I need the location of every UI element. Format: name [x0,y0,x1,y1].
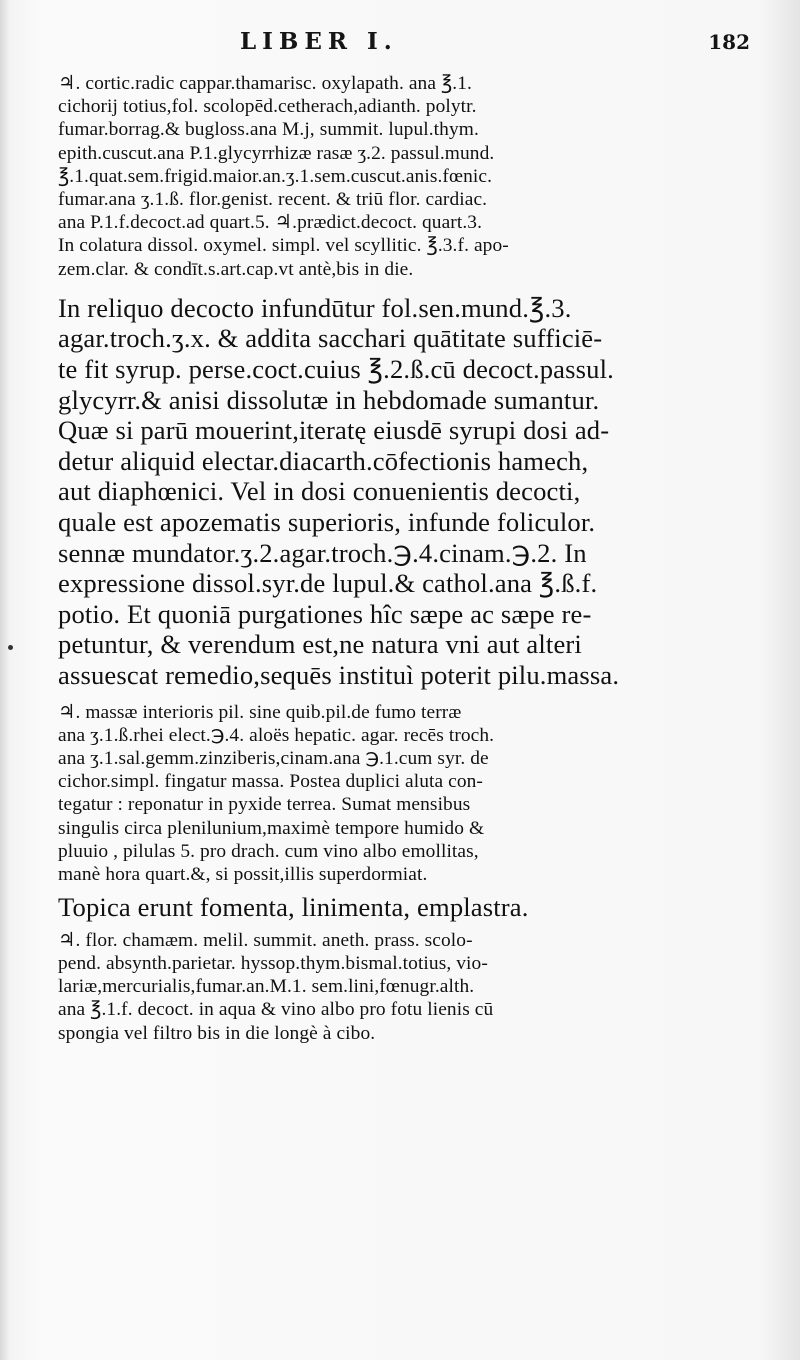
paragraph-block-1 [58,293,748,691]
text-line: detur aliquid electar.diacarth.cōfectionis hamech, [58,445,589,476]
text-line: singulis circa plenilunium,maximè tempore humido & [58,817,485,839]
text-line: ana ʒ.1.sal.gemm.zinziberis,cinam.ana ℈.1.cum syr. de [58,747,489,769]
text-line: petuntur, & verendum est,ne natura vni aut alteri [58,629,582,660]
running-title: LIBER I. [240,28,398,55]
text-line: ♃. cortic.radic cappar.thamarisc. oxylapath. ana ℥.1. [58,73,472,94]
recipe-block-2 [58,701,748,887]
text-line: ♃. massæ interioris pil. sine quib.pil.de fumo terræ [58,701,462,723]
text-line: tegatur : reponatur in pyxide terrea. Sumat mensibus [58,794,471,816]
text-line: sennæ mundator.ʒ.2.agar.troch.℈.4.cinam.℈.2. In [58,537,587,568]
text-line: agar.troch.ʒ.x. & addita sacchari quātitate sufficiē- [58,323,603,354]
text-line: quale est apozematis superioris, infunde foliculor. [58,506,596,537]
text-line: assuescat remedio,sequēs instituì poterit pilu.massa. [58,659,620,690]
text-line: expressione dissol.syr.de lupul.& cathol.ana ℥.ß.f. [58,568,598,599]
text-line: fumar.ana ʒ.1.ß. flor.genist. recent. & triū flor. cardiac. [58,189,488,211]
text-line: In colatura dissol. oxymel. simpl. vel scyllitic. ℥.3.f. apo- [58,235,509,257]
text-line: cichor.simpl. fingatur massa. Postea duplici aluta con- [58,771,483,793]
text-line: glycyrr.& anisi dissolutæ in hebdomade sumantur. [58,384,600,415]
text-line: lariæ,mercurialis,fumar.an.M.1. sem.lini,fœnugr.alth. [58,976,475,998]
text-line: aut diaphœnici. Vel in dosi conuenientis decocti, [58,476,581,507]
text-line: manè hora quart.&, si possit,illis superdormiat. [58,863,428,885]
text-line: potio. Et quoniā purgationes hîc sæpe ac sæpe re- [58,598,592,629]
text-line: pluuio , pilulas 5. pro drach. cum vino albo emollitas, [58,840,479,862]
text-line: zem.clar. & condīt.s.art.cap.vt antè,bis in die. [58,258,414,280]
recipe-block-3 [58,929,748,1045]
text-line: ana ℥.1.f. decoct. in aqua & vino albo pro fotu lienis cū [58,999,494,1021]
text-line: cichorij totius,fol. scolopēd.cetherach,adianth. polytr. [58,96,477,118]
text-line: te fit syrup. perse.coct.cuius ℥.2.ß.cū decoct.passul. [58,354,614,385]
page-header [60,28,750,64]
page-number: 182 [708,30,750,54]
paragraph-block-2 [58,892,748,923]
page-body [58,72,748,1045]
margin-mark [8,645,13,650]
text-line: ℥.1.quat.sem.frigid.maior.an.ʒ.1.sem.cuscut.anis.fœnic. [58,165,493,187]
text-line: ana P.1.f.decoct.ad quart.5. ♃.prædict.decoct. quart.3. [58,212,483,234]
text-line: ana ʒ.1.ß.rhei elect.℈.4. aloës hepatic. agar. recēs troch. [58,724,495,746]
text-line: Topica erunt fomenta, linimenta, emplastra. [58,892,529,923]
text-line: pend. absynth.parietar. hyssop.thym.bismal.totius, vio- [58,952,488,974]
text-line: In reliquo decocto infundūtur fol.sen.mund.℥.3. [58,292,572,323]
text-line: epith.cuscut.ana P.1.glycyrrhizæ rasæ ʒ.2. passul.mund. [58,142,495,164]
recipe-block-1 [58,72,748,281]
text-line: ♃. flor. chamæm. melil. summit. aneth. prass. scolo- [58,929,473,951]
text-line: Quæ si parū mouerint,iteratę eiusdē syrupi dosi ad- [58,415,610,446]
text-line: spongia vel filtro bis in die longè à cibo. [58,1022,376,1044]
text-line: fumar.borrag.& bugloss.ana M.j, summit. lupul.thym. [58,119,479,141]
